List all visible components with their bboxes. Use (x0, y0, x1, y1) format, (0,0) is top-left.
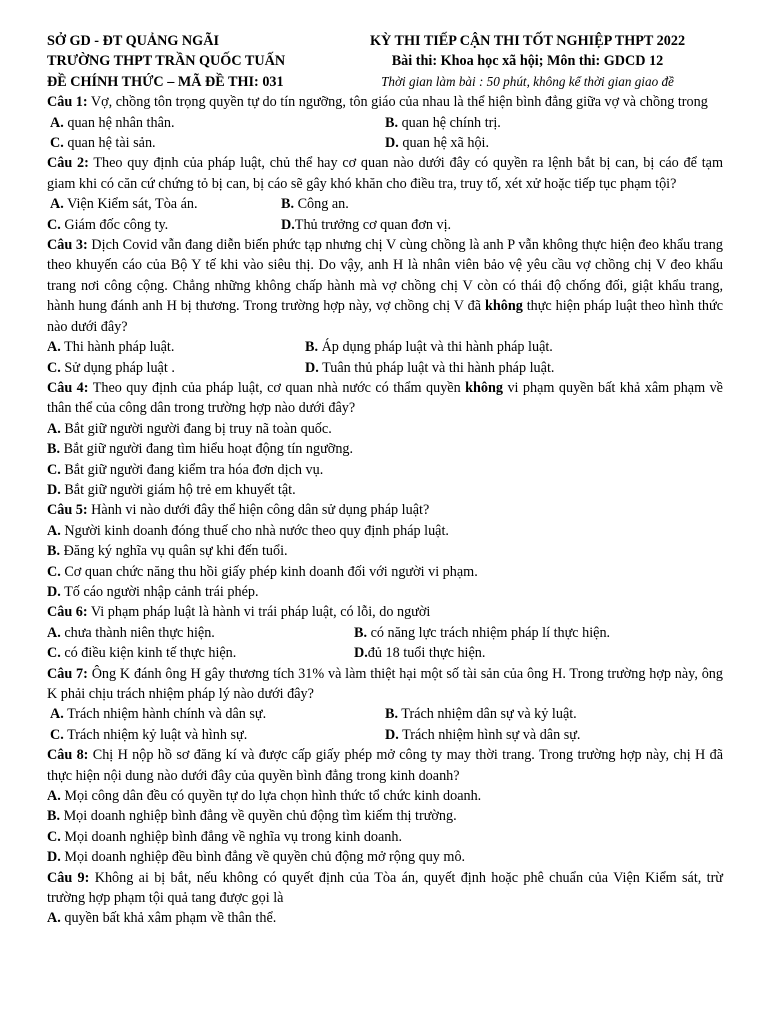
exam-header (47, 31, 723, 92)
options-1 (47, 113, 723, 154)
question-number: Câu 7: (47, 665, 88, 682)
option-a[interactable]: A. Bắt giữ người người đang bị truy nã toàn quốc. (47, 420, 332, 437)
exam-duration: Thời gian làm bài : 50 phút, không kể thời gian giao đề (381, 73, 674, 89)
option-c[interactable]: C. có điều kiện kinh tế thực hiện. (47, 645, 237, 662)
question-2 (47, 153, 723, 194)
option-c[interactable]: C. Trách nhiệm kỷ luật và hình sự. (50, 726, 248, 743)
question-text: Theo quy định của pháp luật, cơ quan nhà nước có thẩm quyền (88, 379, 466, 396)
question-text: Theo quy định của pháp luật, chủ thể hay cơ quan nào dưới đây có quyền ra lệnh bắt bị can, bị cáo để tạm giam khi có căn cứ chứng tỏ bị can, bị cáo sẽ gây khó khăn cho điều tra, truy tố, xét xử hoặc tiếp tục phạm tội? (47, 155, 723, 192)
option-d[interactable]: D. Tuân thủ pháp luật và thi hành pháp luật. (305, 359, 555, 376)
exam-subject: Bài thi: Khoa học xã hội; Môn thi: GDCD 12 (391, 53, 664, 70)
options-5 (47, 521, 723, 603)
question-4 (47, 378, 723, 419)
question-number: Câu 1: (47, 94, 88, 111)
question-6 (47, 602, 723, 622)
option-d[interactable]: D. quan hệ xã hội. (385, 135, 490, 152)
option-a[interactable]: A. Thi hành pháp luật. (47, 339, 175, 356)
question-text: Vợ, chồng tôn trọng quyền tự do tín ngưỡng, tôn giáo của nhau là thể hiện bình đẳng giữa vợ và chồng trong (87, 94, 708, 111)
option-a[interactable]: A. chưa thành niên thực hiện. (47, 624, 215, 641)
question-8 (47, 745, 723, 786)
exam-code: ĐỀ CHÍNH THỨC – MÃ ĐỀ THI: 031 (47, 73, 284, 90)
question-number: Câu 5: (47, 502, 88, 519)
options-6 (47, 623, 723, 664)
question-text-end: thực hiện pháp luật theo hình thức nào dưới đây? (47, 298, 723, 335)
option-b[interactable]: B. có năng lực trách nhiệm pháp lí thực hiện. (354, 624, 611, 641)
option-c[interactable]: C. Sử dụng pháp luật . (47, 359, 175, 376)
department-name: SỞ GD - ĐT QUẢNG NGÃI (47, 33, 219, 49)
option-d[interactable]: D.đủ 18 tuổi thực hiện. (354, 645, 486, 662)
question-text-end: vi phạm quyền bất khả xâm phạm về thân thể của công dân trong trường hợp nào dưới đây? (47, 379, 723, 417)
options-3 (47, 337, 723, 378)
exam-title: KỲ THI TIẾP CẬN THI TỐT NGHIỆP THPT 2022 (369, 33, 686, 49)
emphasis: không (465, 379, 503, 396)
question-9 (47, 868, 723, 909)
options-7 (47, 704, 723, 745)
option-d[interactable]: D. Bắt giữ người giám hộ trẻ em khuyết tật. (47, 481, 296, 498)
option-d[interactable]: D. Mọi doanh nghiệp đều bình đẳng về quyền chủ động mở rộng quy mô. (47, 849, 466, 866)
options-9 (47, 908, 723, 928)
option-b[interactable]: B. Mọi doanh nghiệp bình đẳng về quyền chủ động tìm kiếm thị trường. (47, 808, 457, 825)
option-d[interactable]: D. Trách nhiệm hình sự và dân sự. (385, 726, 581, 743)
question-text: Dịch Covid vẫn đang diễn biến phức tạp nhưng chị V cùng chồng là anh P vẫn không thực hiện đeo khẩu trang theo khuyến cáo của Bộ Y tế khi vào siêu thị. Do vậy, anh H là nhân viên bảo vệ yêu cầu vợ chồng chị V đeo khẩu trang nơi công cộng. Chẳng những không chấp hành mà vợ chồng chị V còn có thái độ chống đối, giật khẩu trang, hành hung đánh anh H bị thương. Trong trường hợp này, vợ chồng chị V đã (47, 237, 723, 315)
option-b[interactable]: B. Công an. (281, 196, 349, 213)
options-8 (47, 786, 723, 868)
option-a[interactable]: A. quan hệ nhân thân. (50, 114, 175, 131)
question-7 (47, 664, 723, 705)
exam-info (332, 31, 723, 92)
options-4 (47, 419, 723, 501)
exam-page (47, 31, 723, 929)
options-2 (47, 194, 723, 235)
question-number: Câu 3: (47, 237, 88, 254)
question-number: Câu 6: (47, 604, 88, 621)
option-b[interactable]: B. Trách nhiệm dân sự và kỷ luật. (385, 706, 577, 723)
emphasis: không (484, 298, 523, 315)
option-a[interactable]: A. quyền bất khả xâm phạm về thân thể. (47, 910, 277, 927)
question-text: Ông K đánh ông H gây thương tích 31% và làm thiệt hại một số tài sản của ông H. Trong trường hợp này, ông K phải chịu trách nhiệm pháp lý nào dưới đây? (47, 665, 723, 702)
question-number: Câu 9: (47, 869, 90, 886)
question-1 (47, 92, 723, 112)
option-a[interactable]: A. Người kinh doanh đóng thuế cho nhà nước theo quy định pháp luật. (47, 522, 449, 539)
option-c[interactable]: C. Giám đốc công ty. (47, 216, 169, 233)
question-text: Vi phạm pháp luật là hành vi trái pháp luật, có lỗi, do người (87, 604, 431, 621)
school-name: TRƯỜNG THPT TRẦN QUỐC TUẤN (47, 53, 286, 70)
option-c[interactable]: C. Cơ quan chức năng thu hồi giấy phép kinh doanh đối với người vi phạm. (47, 563, 478, 580)
option-a[interactable]: A. Viện Kiểm sát, Tòa án. (50, 196, 198, 213)
question-text: Không ai bị bắt, nếu không có quyết định của Tòa án, quyết định hoặc phê chuẩn của Viện Kiểm sát, trừ trường hợp phạm tội quả tang được gọi là (47, 869, 723, 907)
school-info (47, 31, 332, 92)
option-d[interactable]: D.Thủ trưởng cơ quan đơn vị. (281, 216, 452, 233)
option-a[interactable]: A. Trách nhiệm hành chính và dân sự. (50, 706, 267, 723)
option-c[interactable]: C. Mọi doanh nghiệp bình đẳng về nghĩa vụ trong kinh doanh. (47, 828, 403, 845)
option-d[interactable]: D. Tố cáo người nhập cảnh trái phép. (47, 583, 259, 600)
question-text: Hành vi nào dưới đây thể hiện công dân sử dụng pháp luật? (87, 502, 430, 519)
option-b[interactable]: B. Bắt giữ người đang tìm hiểu hoạt động tín ngưỡng. (47, 441, 354, 458)
question-text: Chị H nộp hồ sơ đăng kí và được cấp giấy phép mở công ty may thời trang. Trong trường hợp này, chị H đã thực hiện nội dung nào dưới đây của quyền bình đẳng trong kinh doanh? (47, 747, 723, 784)
question-5 (47, 500, 723, 520)
option-a[interactable]: A. Mọi công dân đều có quyền tự do lựa chọn hình thức tổ chức kinh doanh. (47, 788, 482, 805)
question-3 (47, 235, 723, 337)
option-c[interactable]: C. Bắt giữ người đang kiểm tra hóa đơn dịch vụ. (47, 461, 324, 478)
option-b[interactable]: B. Đăng ký nghĩa vụ quân sự khi đến tuổi. (47, 543, 288, 560)
question-number: Câu 2: (47, 155, 89, 172)
option-b[interactable]: B. Áp dụng pháp luật và thi hành pháp luật. (305, 339, 553, 356)
question-number: Câu 8: (47, 747, 89, 764)
option-b[interactable]: B. quan hệ chính trị. (385, 114, 501, 131)
question-number: Câu 4: (47, 379, 89, 396)
option-c[interactable]: C. quan hệ tài sản. (50, 135, 156, 152)
